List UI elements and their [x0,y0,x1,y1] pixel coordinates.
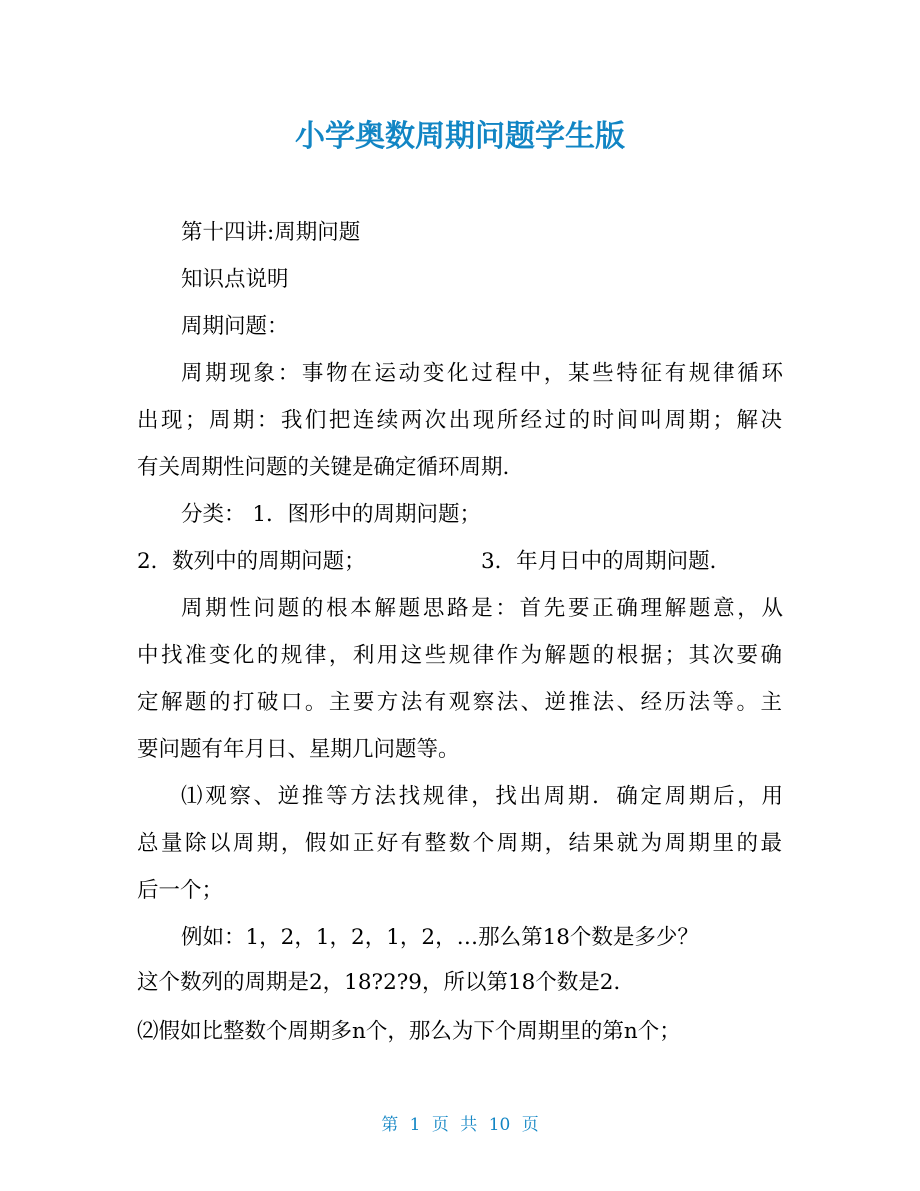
paragraph-line: 有关周期性问题的关键是确定循环周期. [137,455,510,480]
paragraph-line: 出现；周期：我们把连续两次出现所经过的时间叫周期；解决 [137,408,782,433]
paragraph-line: 定解题的打破口。主要方法有观察法、逆推法、经历法等。主 [137,690,782,715]
classification-item-3: 3．年月日中的周期问题． [481,549,732,574]
paragraph-line: 要问题有年月日、星期几问题等。 [137,737,460,762]
paragraph-line: 周期性问题的根本解题思路是：首先要正确理解题意，从 [181,596,783,621]
paragraph-line: 总量除以周期，假如正好有整数个周期，结果就为周期里的最 [137,831,782,856]
section-heading-knowledge: 知识点说明 [181,267,289,292]
classification-line: 分类： 1．图形中的周期问题； [181,502,482,527]
document-title: 小学奥数周期问题学生版 [295,119,625,154]
classification-item-2: 2．数列中的周期问题； [137,549,366,574]
paragraph-line: 周期现象：事物在运动变化过程中，某些特征有规律循环 [181,361,783,386]
paragraph-line: ⑴观察、逆推等方法找规律，找出周期．确定周期后，用 [181,784,783,809]
paragraph-line: 中找准变化的规律，利用这些规律作为解题的根据；其次要确 [137,643,782,668]
example-answer-line: 这个数列的周期是2，18?2?9，所以第18个数是2． [137,970,635,995]
example-line: 例如：1，2，1，2，1，2，…那么第18个数是多少？ [181,925,699,950]
page-footer: 第 1 页 共 10 页 [381,1115,539,1135]
lecture-heading: 第十四讲:周期问题 [181,220,361,245]
paragraph-line: ⑵假如比整数个周期多n个，那么为下个周期里的第n个； [137,1019,681,1044]
section-heading-period: 周期问题： [181,314,289,339]
paragraph-line: 后一个； [137,878,224,903]
classification-line-2 [137,547,782,577]
